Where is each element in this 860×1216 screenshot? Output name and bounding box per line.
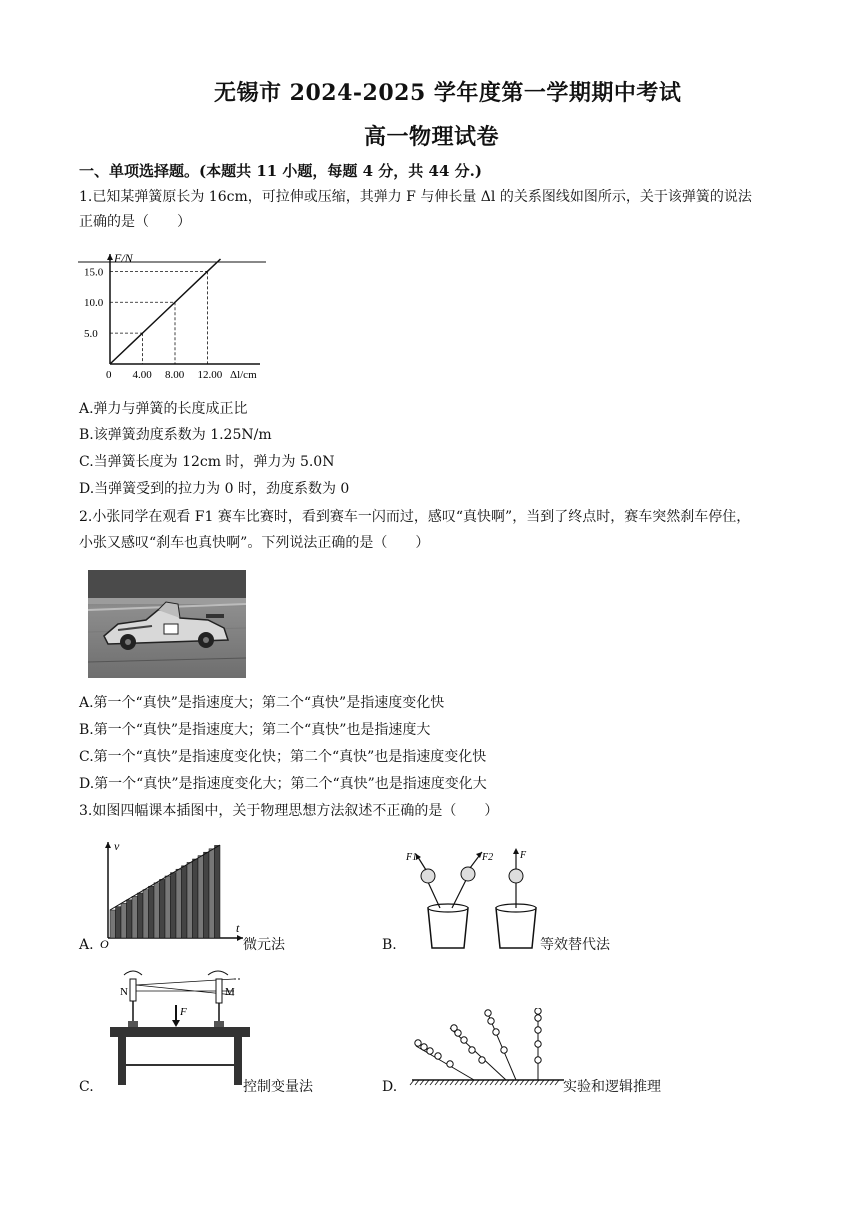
x-tick-label: 4.00 [132,369,152,381]
rolling-ball [421,1044,427,1050]
x-tick-label: 12.00 [197,369,223,381]
force-label: F [180,1006,187,1018]
axis-t-label: t [236,921,240,935]
q1-option-d[interactable]: D.当弹簧受到的拉力为 0 时，劲度系数为 0 [79,481,350,497]
figure-b-letter[interactable]: B. [382,937,397,953]
figure-c-desk-mirror [106,965,256,1087]
micro-element-bar [165,876,171,938]
section-heading: 一、单项选择题。(本题共 11 小题，每题 4 分，共 44 分.) [79,162,482,180]
axis-v-label: v [114,839,120,853]
rolling-ball [501,1047,507,1053]
q3-stem: 3.如图四幅课本插图中，关于物理思想方法叙述不正确的是（ ） [79,803,499,819]
micro-element-bar [176,869,182,938]
figure-d-caption: 实验和逻辑推理 [563,1079,661,1095]
q2-option-c[interactable]: C.第一个“真快”是指速度变化快；第二个“真快”也是指速度变化快 [79,749,487,765]
q1-option-b[interactable]: B.该弹簧劲度系数为 1.25N/m [79,427,272,443]
figure-c-caption: 控制变量法 [243,1079,313,1095]
rolling-ball [488,1018,494,1024]
figure-d-letter[interactable]: D. [382,1079,398,1095]
micro-element-bar [198,856,204,938]
y-tick-label: 5.0 [84,328,98,341]
race-car-photo [88,570,246,678]
q2-stem-line1: 2.小张同学在观看 F1 赛车比赛时，看到赛车一闪而过，感叹“真快啊”，当到了终点时，赛车突然刹车停住， [79,509,751,525]
rolling-ball [493,1029,499,1035]
q1-force-extension-chart [70,246,270,386]
rolling-ball [447,1061,453,1067]
q2-stem-line2: 小张又感叹“刹车也真快啊”。下列说法正确的是（ ） [79,535,430,551]
q1-stem-line1: 1.已知某弹簧原长为 16cm，可拉伸或压缩，其弹力 F 与伸长量 Δl 的关系图线如图所示，关于该弹簧的说法 [79,189,752,205]
exam-title: 无锡市 2024-2025 学年度第一学期期中考试 [214,80,682,106]
f-label: F [520,850,527,861]
figure-d-inclined-planes [408,1008,568,1088]
y-tick-label: 15.0 [84,266,104,279]
micro-element-bar [204,852,210,938]
n-label: N [120,986,128,998]
q1-option-a[interactable]: A.弹力与弹簧的长度成正比 [79,401,248,417]
micro-element-bar [149,886,155,938]
q2-option-d[interactable]: D.第一个“真快”是指速度变化大；第二个“真快”也是指速度变化大 [79,776,487,792]
micro-element-bar [110,910,116,938]
micro-element-bar [160,879,166,938]
f1-label: F1 [406,852,418,863]
rolling-ball [415,1040,421,1046]
rolling-ball [535,1057,541,1063]
origin-label: O [100,937,109,950]
rolling-ball [427,1048,433,1054]
figure-a-caption: 微元法 [243,937,285,953]
rolling-ball [461,1037,467,1043]
m-label: M [225,986,235,998]
rolling-ball [435,1053,441,1059]
figure-a-vt-graph [98,838,248,950]
figure-b-caption: 等效替代法 [540,937,610,953]
micro-element-bar [209,849,215,938]
q1-stem-line2: 正确的是（ ） [79,214,191,230]
rolling-ball [455,1030,461,1036]
q2-option-a[interactable]: A.第一个“真快”是指速度大；第二个“真快”是指速度变化快 [79,695,445,711]
origin-label: 0 [106,369,112,381]
q1-option-c[interactable]: C.当弹簧长度为 12cm 时，弹力为 5.0N [79,454,335,470]
figure-c-letter[interactable]: C. [79,1079,94,1095]
q2-option-b[interactable]: B.第一个“真快”是指速度大；第二个“真快”也是指速度大 [79,722,431,738]
micro-element-bar [132,896,138,938]
micro-element-bar [182,866,188,938]
rolling-ball [535,1015,541,1021]
rolling-ball [535,1008,541,1014]
f2-label: F2 [482,852,494,863]
micro-element-bar [127,900,133,938]
micro-element-bar [116,907,122,938]
x-tick-label: 8.00 [165,369,185,381]
micro-element-bar [154,883,160,938]
micro-element-bar [187,862,193,938]
rolling-ball [485,1010,491,1016]
figure-a-letter[interactable]: A. [79,937,94,953]
micro-element-bar [143,890,149,938]
figure-b-force-composition [400,838,550,953]
y-tick-label: 10.0 [84,297,104,310]
rolling-ball [469,1047,475,1053]
micro-element-bar [138,893,144,938]
micro-element-bar [215,845,221,938]
x-axis-label: Δl/cm [230,369,257,381]
micro-element-bar [121,903,127,938]
rolling-ball [535,1027,541,1033]
rolling-ball [479,1057,485,1063]
y-axis-label: F/N [114,251,133,265]
exam-subtitle: 高一物理试卷 [364,124,500,150]
micro-element-bar [171,873,177,938]
rolling-ball [535,1041,541,1047]
micro-element-bar [193,859,199,938]
